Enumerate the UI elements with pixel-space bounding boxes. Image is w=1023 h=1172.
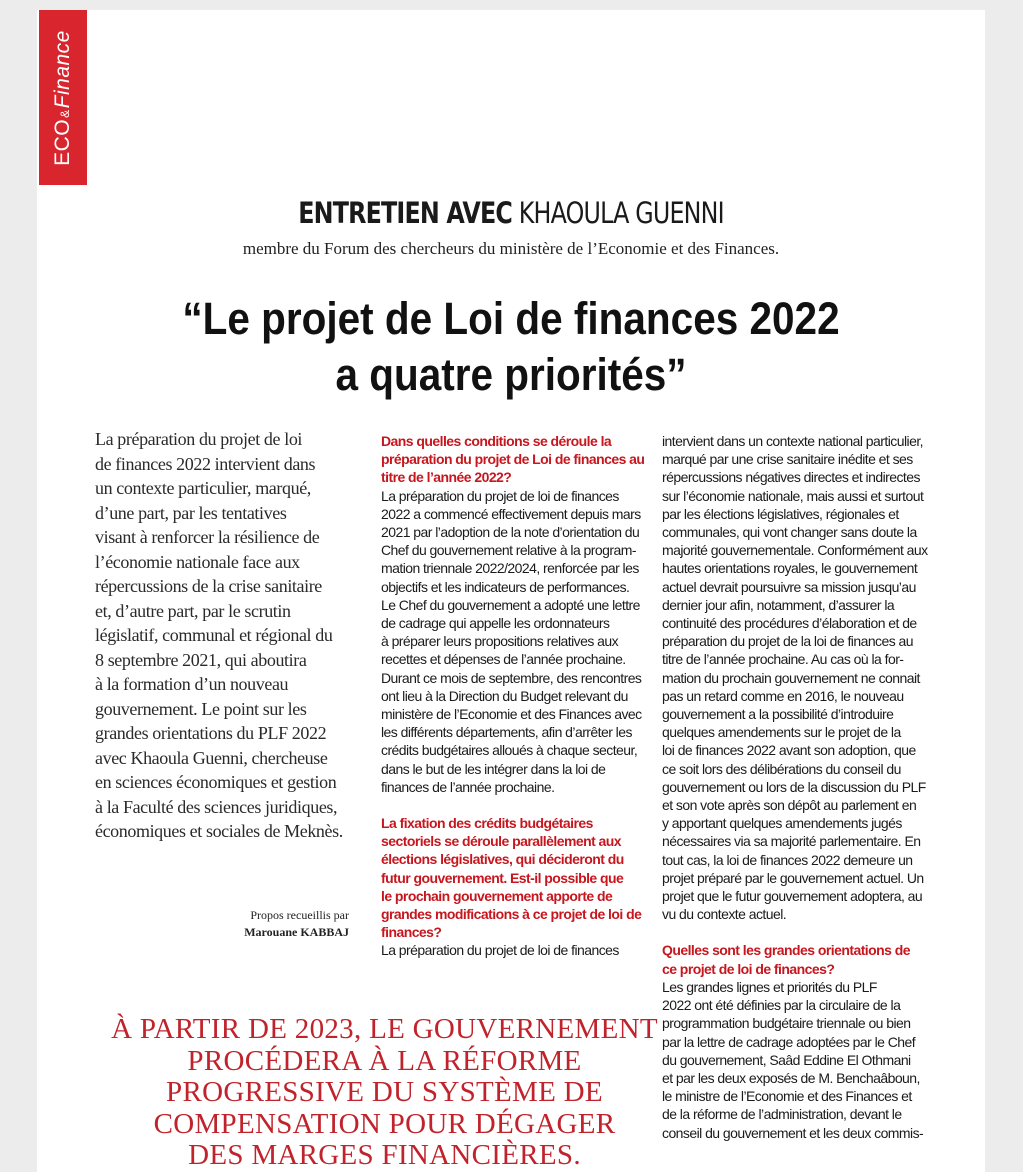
pull-quote-line: PROCÉDERA À LA RÉFORME: [187, 1044, 582, 1077]
chapeau-line: et, d’autre part, par le scrutin: [95, 600, 291, 621]
body-line: Durant ce mois de septembre, des rencontres: [381, 669, 642, 686]
chapeau-line: en sciences économiques et gestion: [95, 772, 337, 792]
chapeau-line: visant à renforcer la résilience de: [95, 527, 320, 547]
chapeau-line: répercussions de la crise sanitaire: [95, 576, 322, 596]
body-line: marqué par une crise sanitaire inédite et ses: [662, 451, 913, 468]
body-line: La préparation du projet de loi de finances: [381, 942, 619, 959]
question-line: préparation du projet de Loi de finances au: [381, 451, 645, 468]
section-tab: [39, 10, 87, 185]
section-tab-label: [51, 30, 75, 166]
question-line: La fixation des crédits budgétaires: [381, 815, 593, 832]
chapeau-line: à la formation d’un nouveau: [95, 674, 289, 694]
body-line: recettes et dépenses de l’année prochaine.: [381, 651, 626, 668]
body-line: nécessaires via sa majorité parlementaire. En: [662, 833, 921, 850]
body-line: programmation budgétaire triennale ou bien: [662, 1015, 911, 1032]
body-line: Le Chef du gouvernement a adopté une lettre: [381, 596, 640, 613]
chapeau-line: à la Faculté des sciences juridiques,: [95, 796, 338, 817]
body-line: tout cas, la loi de finances 2022 demeure un: [662, 851, 913, 868]
section-tab-sub: Finance: [51, 29, 74, 108]
body-line: quelques amendements sur le projet de la: [662, 724, 901, 741]
body-line: actuel devrait poursuivre sa mission jusqu’au: [662, 578, 916, 595]
question-line: Dans quelles conditions se déroule la: [381, 433, 612, 449]
body-line: ont lieu à la Direction du Budget relevant du: [381, 687, 628, 704]
chapeau-line: La préparation du projet de loi: [95, 429, 303, 449]
chapeau-line: gouvernement. Le point sur les: [95, 698, 307, 719]
question-line: le prochain gouvernement apporte de: [381, 887, 613, 904]
body-line: majorité gouvernementale. Conformément aux: [662, 542, 928, 559]
body-line: Les grandes lignes et priorités du PLF: [662, 978, 877, 995]
body-line: La préparation du projet de loi de finances: [381, 487, 619, 504]
interview-header: [122, 196, 899, 230]
body-line: ministère de l’Economie et des Finances avec: [381, 706, 642, 723]
magazine-page: [37, 10, 985, 1172]
body-line: du gouvernement, Saâd Eddine El Othmani: [662, 1051, 911, 1068]
body-line: hautes orientations royales, le gouvernement: [662, 560, 918, 577]
body-line: par les élections législatives, régionales et: [662, 505, 899, 522]
body-line: crédits budgétaires alloués à chaque secteur,: [381, 742, 638, 759]
question-line: Quelles sont les grandes orientations de: [662, 942, 910, 959]
credits-author-name: Marouane KABBAJ: [244, 925, 349, 939]
body-line: 2022 ont été définies par la circulaire de la: [662, 997, 901, 1014]
pull-quote-line: PROGRESSIVE DU SYSTÈME DE: [166, 1076, 603, 1108]
section-tab-main: ECO: [51, 118, 74, 166]
body-line: à préparer leurs propositions relatives aux: [381, 633, 619, 650]
paragraph-gap: [662, 923, 942, 941]
pull-quote-line: DES MARGES FINANCIÈRES.: [188, 1139, 581, 1171]
body-line: dernier jour afin, notamment, d’assurer la: [662, 596, 895, 613]
chapeau-line: un contexte particulier, marqué,: [95, 478, 311, 498]
intro-chapeau: [95, 427, 365, 844]
chapeau-line: 8 septembre 2021, qui aboutira: [95, 649, 307, 670]
question-line: finances?: [381, 924, 442, 941]
body-line: conseil du gouvernement et les deux commis-: [662, 1124, 924, 1141]
body-line: pas un retard comme en 2016, le nouveau: [662, 687, 904, 704]
section-tab-ampersand: &: [58, 108, 72, 118]
chapeau-line: de finances 2022 intervient dans: [95, 453, 316, 474]
chapeau-line: l’économie nationale face aux: [95, 551, 300, 572]
body-line: mation du prochain gouvernement ne connait: [662, 669, 920, 686]
body-line: projet préparé par le gouvernement actuel. Un: [662, 869, 924, 886]
interview-header-bold: ENTRETIEN AVEC: [298, 196, 513, 230]
body-line: y apportant quelques amendements jugés: [662, 815, 902, 832]
body-line: 2022 a commencé effectivement depuis mars: [381, 505, 641, 522]
question-line: ce projet de loi de finances?: [662, 960, 835, 977]
body-line: et par les deux exposés de M. Benchaâboun,: [662, 1069, 920, 1086]
question-line: grandes modifications à ce projet de loi de: [381, 906, 642, 923]
body-line: préparation du projet de la loi de finances au: [662, 633, 914, 650]
question-line: élections législatives, qui décideront du: [381, 851, 624, 868]
chapeau-line: économiques et sociales de Meknès.: [95, 821, 343, 841]
body-line: répercussions négatives directes et indirectes: [662, 469, 920, 486]
body-line: communales, qui vont changer sans doute la: [662, 524, 917, 541]
question-line: futur gouvernement. Est-il possible que: [381, 869, 624, 886]
body-line: vu du contexte actuel.: [662, 906, 787, 923]
body-line: ce soit lors des délibérations du conseil du: [662, 760, 901, 777]
headline-line: a quatre priorités”: [335, 349, 687, 400]
author-credits: [217, 907, 349, 941]
question-line: titre de l’année 2022?: [381, 469, 512, 486]
body-line: loi de finances 2022 avant son adoption, que: [662, 742, 916, 759]
credits-label: Propos recueillis par: [250, 908, 349, 922]
body-line: mation triennale 2022/2024, renforcée par les: [381, 560, 639, 577]
body-line: les différents départements, afin d’arrêter les: [381, 724, 632, 741]
body-line: titre de l’année prochaine. Au cas où la for-: [662, 651, 904, 668]
body-line: par la lettre de cadrage adoptées par le Chef: [662, 1033, 916, 1050]
headline-line: “Le projet de Loi de finances 2022: [182, 293, 840, 344]
body-line: Chef du gouvernement relative à la program-: [381, 542, 636, 559]
body-line: le ministre de l’Economie et des Finances et: [662, 1088, 912, 1105]
interviewee-subtitle: membre du Forum des chercheurs du ministère de l’Economie et des Finances.: [242, 239, 780, 258]
body-line: de cadrage qui appelle les ordonnateurs: [381, 615, 610, 632]
interview-header-name: KHAOULA GUENNI: [512, 196, 724, 230]
paragraph-gap: [381, 796, 661, 814]
pull-quote: [87, 1014, 682, 1172]
chapeau-line: avec Khaoula Guenni, chercheuse: [95, 747, 328, 768]
body-line: intervient dans un contexte national particulier,: [662, 433, 924, 449]
chapeau-line: législatif, communal et régional du: [95, 625, 333, 645]
chapeau-line: d’une part, par les tentatives: [95, 502, 287, 523]
body-line: sur l’économie nationale, mais aussi et surtout: [662, 487, 924, 504]
pull-quote-line: COMPENSATION POUR DÉGAGER: [153, 1107, 616, 1140]
article-column-2: [381, 432, 661, 960]
body-line: continuité des procédures d’élaboration et de: [662, 615, 917, 632]
body-line: finances de l’année prochaine.: [381, 778, 555, 795]
article-column-3: [662, 432, 942, 1142]
headline: [84, 291, 937, 403]
body-line: et son vote après son dépôt au parlement en: [662, 797, 917, 814]
body-line: 2021 par l’adoption de la note d’orientation du: [381, 524, 640, 541]
pull-quote-line: À PARTIR DE 2023, LE GOUVERNEMENT: [111, 1013, 658, 1045]
question-line: sectoriels se déroule parallèlement aux: [381, 833, 622, 850]
body-line: dans le but de les intégrer dans la loi de: [381, 760, 606, 777]
body-line: projet que le futur gouvernement adoptera, au: [662, 888, 923, 905]
body-line: gouvernement ou lors de la discussion du PLF: [662, 778, 926, 795]
chapeau-line: grandes orientations du PLF 2022: [95, 723, 327, 743]
body-line: objectifs et les indicateurs de performances.: [381, 578, 630, 595]
body-line: de la réforme de l’administration, devant le: [662, 1106, 902, 1123]
body-line: gouvernement a la possibilité d’introduire: [662, 706, 894, 723]
